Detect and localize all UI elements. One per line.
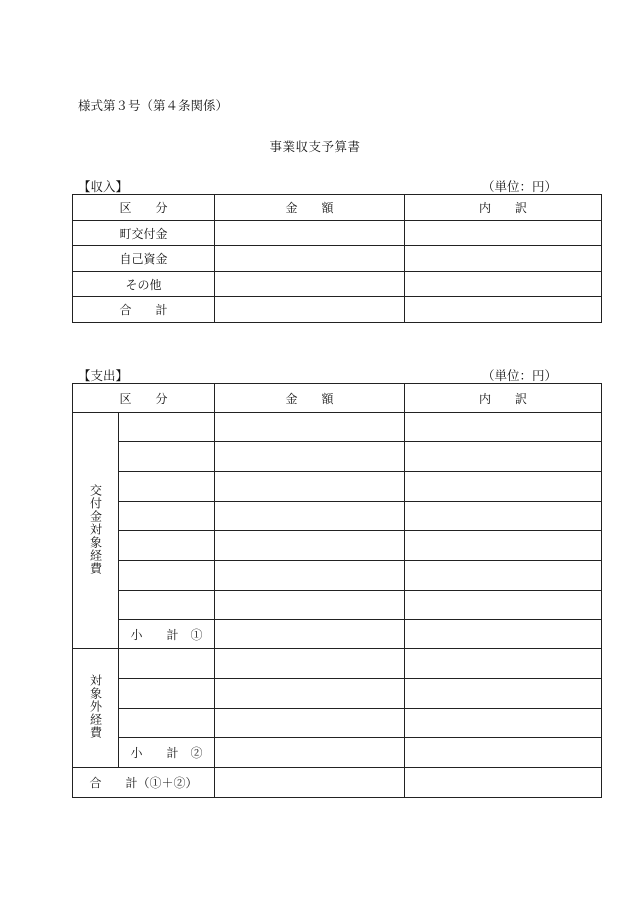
table-row: [73, 649, 602, 679]
table-row: [73, 472, 602, 502]
income-row-amount-cell[interactable]: [215, 246, 405, 272]
form-number: 様式第３号（第４条関係）: [78, 98, 229, 113]
table-row: [73, 502, 602, 531]
eligible-amount-cell[interactable]: [215, 442, 405, 472]
income-total-label: 合 計: [73, 297, 215, 323]
ineligible-details-cell[interactable]: [405, 709, 602, 738]
table-row: [73, 709, 602, 738]
eligible-amount-cell[interactable]: [215, 413, 405, 442]
eligible-details-cell[interactable]: [405, 561, 602, 591]
table-row: [73, 221, 602, 246]
expense-header-amount: 金 額: [215, 384, 405, 413]
income-header-details: 内 訳: [405, 195, 602, 221]
income-row-details-cell[interactable]: [405, 246, 602, 272]
eligible-details-cell[interactable]: [405, 472, 602, 502]
ineligible-amount-cell[interactable]: [215, 649, 405, 679]
document-title: 事業収支予算書: [269, 139, 361, 154]
eligible-amount-cell[interactable]: [215, 561, 405, 591]
table-row: [73, 442, 602, 472]
table-row: [73, 246, 602, 272]
ineligible-amount-cell[interactable]: [215, 709, 405, 738]
income-section-label: 【収入】: [78, 179, 129, 194]
eligible-details-cell[interactable]: [405, 591, 602, 620]
eligible-details-cell[interactable]: [405, 413, 602, 442]
subtotal-2-label: 小 計 ②: [119, 738, 215, 768]
table-row: [73, 413, 602, 442]
income-row-category: 町交付金: [73, 221, 215, 246]
grand-total-label: 合 計（①＋②）: [73, 768, 215, 798]
table-row: [73, 561, 602, 591]
income-header-category: 区 分: [73, 195, 215, 221]
expense-header-details: 内 訳: [405, 384, 602, 413]
subtotal-1-label: 小 計 ①: [119, 620, 215, 649]
subtotal-2-details-cell[interactable]: [405, 738, 602, 768]
eligible-details-cell[interactable]: [405, 531, 602, 561]
table-row: [73, 531, 602, 561]
table-row: [73, 297, 602, 323]
subtotal-1-amount-cell[interactable]: [215, 620, 405, 649]
income-table: [72, 194, 602, 323]
eligible-item-cell[interactable]: [119, 472, 215, 502]
income-row-category: その他: [73, 272, 215, 297]
eligible-group-cell: [73, 413, 119, 649]
eligible-item-cell[interactable]: [119, 442, 215, 472]
subtotal-1-details-cell[interactable]: [405, 620, 602, 649]
subtotal-2-amount-cell[interactable]: [215, 738, 405, 768]
eligible-group-label: 交付金対象経費: [88, 483, 103, 575]
income-header-amount: 金 額: [215, 195, 405, 221]
eligible-details-cell[interactable]: [405, 502, 602, 531]
table-row: [73, 591, 602, 620]
eligible-amount-cell[interactable]: [215, 531, 405, 561]
grand-total-amount-cell[interactable]: [215, 768, 405, 798]
eligible-details-cell[interactable]: [405, 442, 602, 472]
eligible-amount-cell[interactable]: [215, 472, 405, 502]
eligible-item-cell[interactable]: [119, 561, 215, 591]
income-row-details-cell[interactable]: [405, 221, 602, 246]
eligible-item-cell[interactable]: [119, 591, 215, 620]
table-row: [73, 768, 602, 798]
grand-total-details-cell[interactable]: [405, 768, 602, 798]
income-row-details-cell[interactable]: [405, 272, 602, 297]
expense-unit-label: （単位：円）: [482, 368, 558, 383]
eligible-amount-cell[interactable]: [215, 502, 405, 531]
expense-header-category: 区 分: [73, 384, 215, 413]
income-unit-label: （単位：円）: [482, 179, 558, 194]
table-row: [73, 620, 602, 649]
table-row: [73, 272, 602, 297]
eligible-item-cell[interactable]: [119, 531, 215, 561]
ineligible-details-cell[interactable]: [405, 679, 602, 709]
eligible-amount-cell[interactable]: [215, 591, 405, 620]
ineligible-amount-cell[interactable]: [215, 679, 405, 709]
expense-section-label: 【支出】: [78, 368, 129, 383]
expense-table: [72, 383, 602, 798]
ineligible-item-cell[interactable]: [119, 679, 215, 709]
ineligible-item-cell[interactable]: [119, 709, 215, 738]
income-row-amount-cell[interactable]: [215, 272, 405, 297]
income-row-category: 自己資金: [73, 246, 215, 272]
table-row: [73, 738, 602, 768]
income-row-amount-cell[interactable]: [215, 221, 405, 246]
ineligible-item-cell[interactable]: [119, 649, 215, 679]
eligible-item-cell[interactable]: [119, 413, 215, 442]
income-total-details-cell[interactable]: [405, 297, 602, 323]
table-row: [73, 679, 602, 709]
eligible-item-cell[interactable]: [119, 502, 215, 531]
ineligible-group-label: 対象外経費: [88, 674, 103, 739]
ineligible-details-cell[interactable]: [405, 649, 602, 679]
income-total-amount-cell[interactable]: [215, 297, 405, 323]
ineligible-group-cell: [73, 649, 119, 768]
